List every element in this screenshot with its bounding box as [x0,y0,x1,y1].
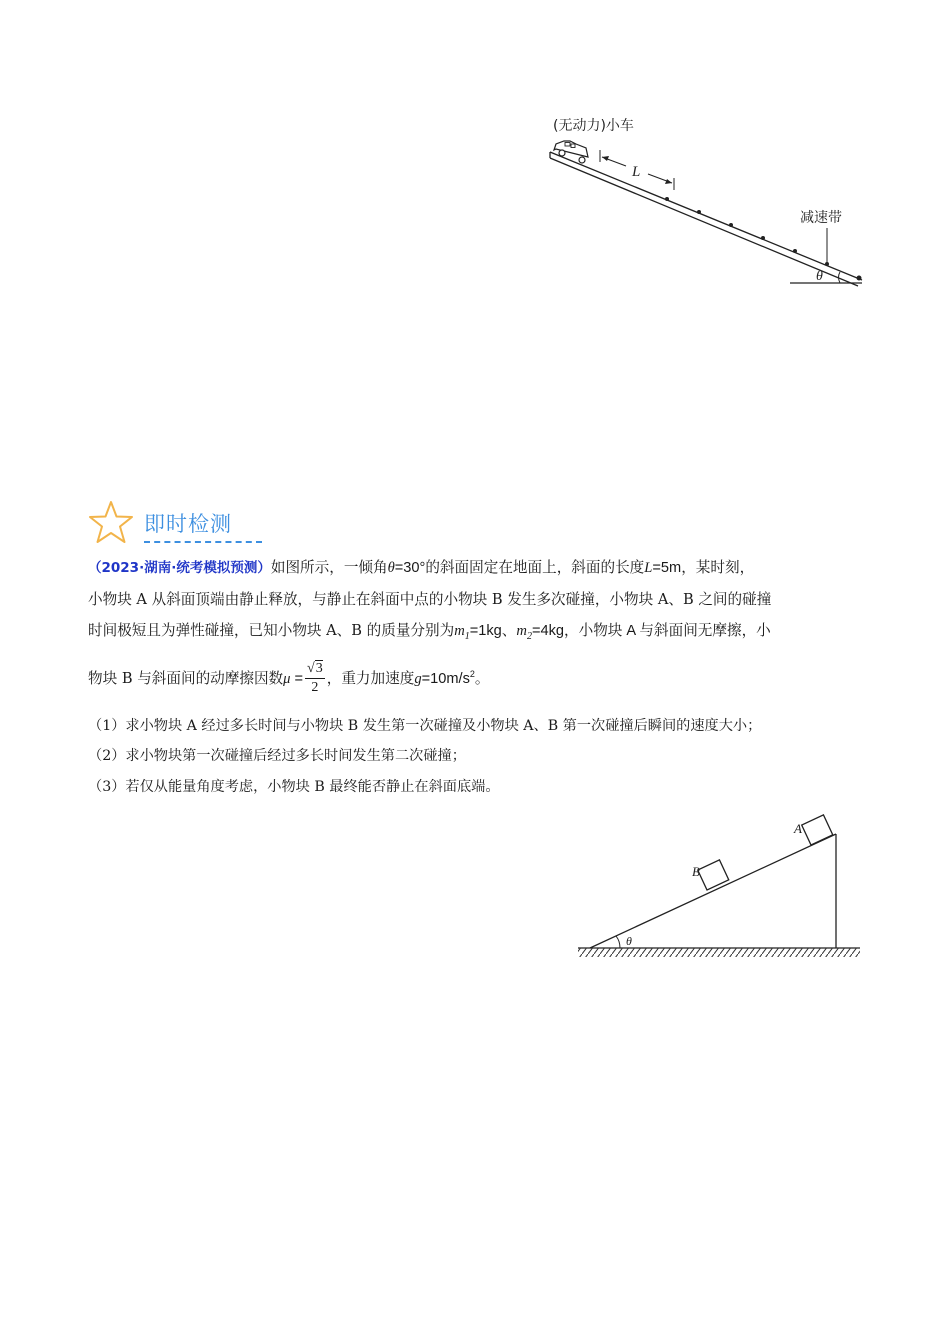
problem-source: （2023·湖南·统考模拟预测） [88,560,271,576]
problem-line-2: 小物块 A 从斜面顶端由静止释放，与静止在斜面中点的小物块 B 发生多次碰撞，小物块 A、B 之间的碰撞 [88,591,772,608]
length-label: L [632,164,641,180]
question-2: （2）求小物块第一次碰撞后经过多长时间发生第二次碰撞； [88,748,466,764]
section-title: 即时检测 [144,512,232,536]
angle-label: θ [816,269,823,284]
incline-car-figure [540,110,880,300]
label-b: B [692,864,700,879]
question-1: （1）求小物块 A 经过多长时间与小物块 B 发生第一次碰撞及小物块 A、B 第一次碰撞后瞬间的速度大小； [88,718,762,734]
blocks-incline-figure [570,810,870,970]
angle-label: θ [626,934,632,948]
star-icon [86,498,136,548]
problem-line-3: 时间极短且为弹性碰撞，已知小物块 A、B 的质量分别为$m_1=1kg$、$m_2=4kg$，小物块 A 与斜面间无摩擦，小 [88,622,771,642]
problem-line-4: 物块 B 与斜面间的动摩擦因数μ = $\frac{√3}{2}$ ，重力加速度$g=10m/s^2$。 [88,661,490,696]
incline-surface [590,834,836,948]
bump-label: 减速带 [800,210,842,226]
section-divider [144,541,262,543]
question-3: （3）若仅从能量角度考虑，小物块 B 最终能否静止在斜面底端。 [88,779,500,795]
section-heading [86,498,256,550]
label-a: A [794,821,802,836]
ground-hatch [578,948,860,957]
block-a [802,815,833,845]
mu-fraction: $\frac{√3}{2}$ [307,661,323,696]
car-icon [554,141,588,163]
car-label: (无动力)小车 [553,118,634,134]
problem-line-1: （2023·湖南·统考模拟预测）如图所示，一倾角θ=30°的斜面固定在地面上，斜面的长度L=5m，某时刻， [88,559,755,576]
